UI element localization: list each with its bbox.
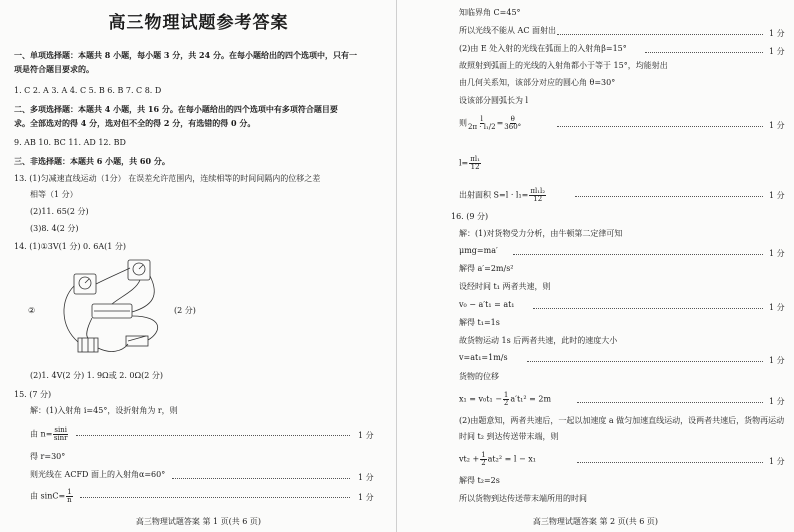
fraction — [529, 188, 546, 203]
fraction-numerator: πl₁l₂ — [530, 187, 546, 195]
q13-part2: (2)11. 65(2 分) — [30, 207, 89, 216]
r-line-3: (2)由 E 处入射的光线在弧面上的入射角β=15° — [459, 44, 627, 53]
leader-dots — [76, 435, 350, 436]
leader-dots — [557, 126, 763, 127]
q16-step-d: 设经时间 t₁ 两者共速，则 — [459, 282, 551, 291]
leader-dots — [575, 196, 763, 197]
leader-dots — [527, 361, 763, 362]
section-3-heading: 三、非选择题：本题共 6 小题，共 60 分。 — [14, 156, 170, 166]
leader-dots — [533, 308, 763, 309]
fraction-numerator: 1 — [503, 391, 509, 399]
score-label: 1 分 — [769, 457, 785, 466]
leader-dots — [577, 402, 763, 403]
r-line-9 — [459, 188, 547, 203]
q16-step-c: 解得 a′=2m/s² — [459, 264, 514, 273]
q15-step-d: 则光线在 ACFD 面上的入射角α=60° — [30, 470, 166, 479]
score-label: 1 分 — [769, 397, 785, 406]
q16-step-b: μmg=ma′ — [459, 246, 498, 255]
page-2 — [397, 0, 794, 532]
r-line-6: 设该部分圆弧长为 l — [459, 96, 529, 105]
q15-step-c: 得 r=30° — [30, 452, 66, 461]
r-line-8-text: l= — [459, 158, 469, 168]
score-label: 1 分 — [769, 303, 785, 312]
fraction — [468, 116, 496, 131]
q16-step-n: 解得 t₂=2s — [459, 476, 500, 485]
r-line-8 — [459, 156, 482, 171]
q16-step-a: 解：(1)对货物受力分析，由牛顿第二定律可知 — [459, 229, 623, 238]
section-1-instruction: 一、单项选择题：本题共 8 小题，每小题 3 分，共 24 分。在每小题给出的四个选项中，只有一 — [14, 50, 357, 60]
q15-step-e — [30, 489, 74, 504]
fraction-numerator: 1 — [481, 451, 486, 459]
fraction-denominator: sinr — [53, 434, 68, 442]
r-line-4: 故照射到弧面上的光线的入射角都小于等于 15°，均能射出 — [459, 61, 668, 70]
circuit-diagram-svg — [52, 256, 172, 360]
r-line-2: 所以光线不能从 AC 面射出 — [459, 26, 556, 35]
fraction — [504, 116, 521, 131]
score-label: 1 分 — [769, 356, 785, 365]
section-2-instruction: 二、多项选择题：本题共 4 小题，共 16 分。在每小题给出的四个选项中有多项符合题目要 — [14, 104, 338, 114]
q16-step-m — [459, 452, 536, 467]
q16-step-j-text: x₁ = v₀t₁ − — [459, 394, 502, 404]
score-label: 1 分 — [358, 431, 374, 440]
q14-figure-label: ② — [28, 306, 36, 315]
q16-step-m-tail: at₂² = l − x₁ — [487, 454, 536, 464]
fraction-denominator: 2π · l₁/2 — [468, 123, 496, 131]
leader-dots — [80, 497, 350, 498]
q16-step-j-tail: a′t₁² = 2m — [510, 394, 552, 404]
leader-dots — [645, 52, 763, 53]
q16-step-h: v=at₁=1m/s — [459, 353, 508, 362]
score-label: 1 分 — [769, 121, 785, 130]
q13-part1: 13. (1)匀减速直线运动（1分） 在误差允许范围内，连续相等的时间间隔内的位移之差 — [14, 174, 321, 183]
q16-step-g: 故货物运动 1s 后两者共速，此时的速度大小 — [459, 336, 618, 345]
fraction-numerator: θ — [510, 115, 515, 123]
score-label: 1 分 — [358, 493, 374, 502]
section-2-instruction-cont: 求。全部选对的得 4 分，选对但不全的得 2 分，有选错的得 0 分。 — [14, 118, 256, 128]
leader-dots — [172, 478, 350, 479]
q15-heading: 15. (7 分) — [14, 390, 52, 399]
q16-heading: 16. (9 分) — [451, 212, 489, 221]
fraction — [66, 489, 72, 504]
fraction-numerator: πl₁ — [470, 155, 480, 163]
q16-step-l: 时间 t₂ 到达传送带末端，则 — [459, 432, 559, 441]
q14-part2: (2)1. 4V(2 分) 1. 9Ω或 2. 0Ω(2 分) — [30, 371, 164, 380]
fraction-numerator: l — [480, 115, 483, 123]
fraction-denominator: 360° — [504, 123, 522, 131]
fraction — [503, 392, 509, 407]
q16-step-m-text: vt₂ + — [459, 454, 480, 464]
q16-step-j — [459, 392, 551, 407]
fraction-denominator: 2 — [503, 399, 509, 407]
score-label: 1 分 — [769, 29, 785, 38]
fraction — [469, 156, 481, 171]
q15-step-b — [30, 427, 69, 442]
fraction-numerator: sini — [54, 426, 67, 434]
q13-part1-cont: 相等（1 分） — [30, 190, 78, 199]
score-label: 1 分 — [769, 249, 785, 258]
circuit-diagram — [52, 256, 172, 360]
score-label: 1 分 — [769, 191, 785, 200]
r-line-5: 由几何关系知，该部分对应的圆心角 θ=30° — [459, 78, 616, 87]
fraction — [480, 452, 486, 467]
q16-step-f: 解得 t₁=1s — [459, 318, 500, 327]
q16-step-k: (2)由题意知，两者共速后，一起以加速度 a 做匀加速直线运动，设两者共速后，货物再运动 — [459, 416, 785, 425]
q15-step-b-text: 由 n= — [30, 429, 53, 439]
section-1-instruction-cont: 项是符合题目要求的。 — [14, 64, 94, 74]
page-footer: 高三物理试题答案 第 2 页(共 6 页) — [532, 517, 659, 526]
q14-part1: 14. (1)①3V(1 分) 0. 6A(1 分) — [14, 242, 126, 251]
r-line-9-text: 出射面积 S=l · l₁= — [459, 190, 529, 200]
q16-step-e: v₀ − a′t₁ = at₁ — [459, 300, 515, 309]
fraction — [53, 427, 68, 442]
leader-dots — [577, 462, 763, 463]
page-title: 高三物理试题参考答案 — [108, 13, 289, 33]
fraction-denominator: 12 — [470, 163, 480, 171]
q15-step-e-text: 由 sinC= — [30, 491, 66, 501]
q15-step-a: 解：(1)入射角 i=45°，设折射角为 r，则 — [30, 406, 178, 415]
score-label: 1 分 — [358, 473, 374, 482]
leader-dots — [557, 34, 763, 35]
page-footer: 高三物理试题答案 第 1 页(共 6 页) — [135, 517, 262, 526]
q13-part3: (3)8. 4(2 分) — [30, 224, 79, 233]
fraction-denominator: 12 — [533, 195, 543, 203]
r-line-7 — [459, 116, 522, 131]
section-1-answers: 1. C 2. A 3. A 4. C 5. B 6. B 7. C 8. D — [14, 86, 162, 95]
q16-step-i: 货物的位移 — [459, 372, 499, 381]
fraction-denominator: 2 — [481, 459, 486, 467]
fraction-denominator: n — [67, 496, 72, 504]
q16-step-o: 所以货物到达传送带末端所用的时间 — [459, 494, 587, 503]
equals-sign: = — [496, 118, 504, 128]
section-2-answers: 9. AB 10. BC 11. AD 12. BD — [14, 138, 126, 147]
r-line-7-text: 则 — [459, 118, 467, 128]
leader-dots — [513, 254, 763, 255]
fraction-numerator: 1 — [67, 488, 72, 496]
q14-figure-score: (2 分) — [174, 306, 196, 315]
score-label: 1 分 — [769, 47, 785, 56]
r-line-1: 知临界角 C=45° — [459, 8, 521, 17]
